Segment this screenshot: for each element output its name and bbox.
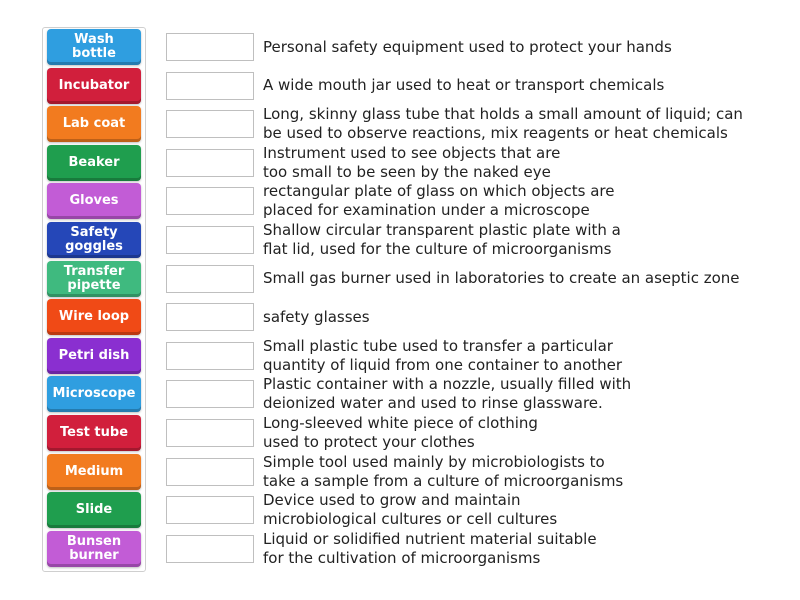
- definition-text: rectangular plate of glass on which objects are placed for examination under a microscope: [263, 182, 615, 220]
- term-tile[interactable]: Lab coat: [47, 106, 141, 142]
- answer-drop-box[interactable]: [166, 187, 254, 215]
- term-tile[interactable]: Gloves: [47, 183, 141, 219]
- definition-text: Long, skinny glass tube that holds a small amount of liquid; can be used to observe reactions, mix reagents or heat chemicals: [263, 105, 743, 143]
- definition-text: Shallow circular transparent plastic plate with a flat lid, used for the culture of microorganisms: [263, 221, 621, 258]
- answer-drop-box[interactable]: [166, 33, 254, 61]
- term-tile[interactable]: Beaker: [47, 145, 141, 181]
- definition-text: Small plastic tube used to transfer a particular quantity of liquid from one container to another: [263, 336, 623, 374]
- term-tile[interactable]: Incubator: [47, 68, 141, 104]
- answer-drop-box[interactable]: [166, 149, 254, 177]
- definition-text: Small gas burner used in laboratories to create an aseptic zone: [263, 269, 740, 288]
- term-tile[interactable]: Safety goggles: [47, 222, 141, 258]
- definition-text: Long-sleeved white piece of clothing used to protect your clothes: [263, 414, 538, 451]
- answer-drop-box[interactable]: [166, 110, 254, 138]
- term-tile[interactable]: Microscope: [47, 376, 141, 412]
- term-tile[interactable]: Wash bottle: [47, 29, 141, 65]
- definition-text: Plastic container with a nozzle, usually filled with deionized water and used to rinse glassware.: [263, 375, 632, 413]
- answer-drop-box[interactable]: [166, 303, 254, 331]
- definition-text: Liquid or solidified nutrient material suitable for the cultivation of microorganisms: [263, 529, 597, 567]
- answer-drop-box[interactable]: [166, 458, 254, 486]
- answer-drop-box[interactable]: [166, 342, 254, 370]
- definition-text: Simple tool used mainly by microbiologists to take a sample from a culture of microorganisms: [263, 452, 624, 490]
- term-tile[interactable]: Transfer pipette: [47, 261, 141, 297]
- term-tile[interactable]: Petri dish: [47, 338, 141, 374]
- definition-text: Instrument used to see objects that are too small to be seen by the naked eye: [263, 143, 561, 181]
- answer-drop-box[interactable]: [166, 419, 254, 447]
- answer-drop-box[interactable]: [166, 380, 254, 408]
- answer-drop-box[interactable]: [166, 265, 254, 293]
- term-tile[interactable]: Medium: [47, 454, 141, 490]
- term-tile[interactable]: Test tube: [47, 415, 141, 451]
- answer-drop-box[interactable]: [166, 535, 254, 563]
- definition-text: Personal safety equipment used to protect your hands: [263, 37, 672, 56]
- term-tile[interactable]: Bunsen burner: [47, 531, 141, 567]
- answer-drop-box[interactable]: [166, 496, 254, 524]
- definition-text: safety glasses: [263, 307, 370, 326]
- answer-drop-box[interactable]: [166, 72, 254, 100]
- term-tile[interactable]: Slide: [47, 492, 141, 528]
- definition-text: Device used to grow and maintain microbiological cultures or cell cultures: [263, 491, 558, 529]
- term-tile[interactable]: Wire loop: [47, 299, 141, 335]
- definition-text: A wide mouth jar used to heat or transport chemicals: [263, 76, 665, 95]
- answer-drop-box[interactable]: [166, 226, 254, 254]
